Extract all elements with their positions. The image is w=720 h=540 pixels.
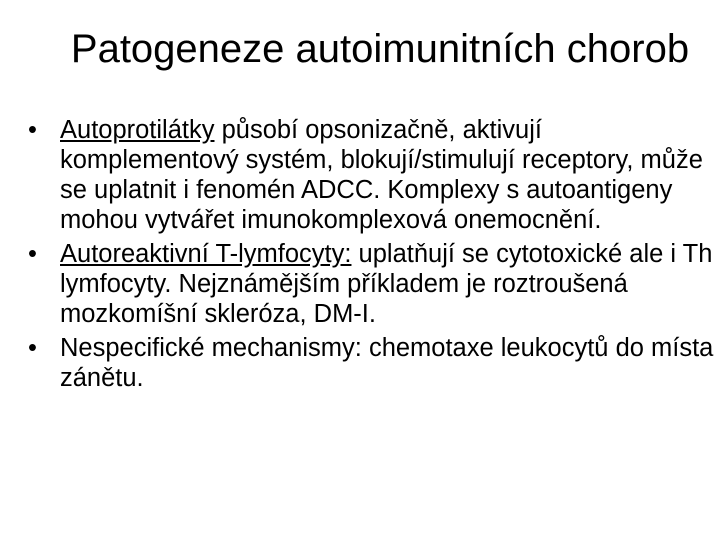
bullet-term-t-lymphocytes: Autoreaktivní T-lymfocyty: <box>60 240 352 268</box>
bullet-text-autoantibodies: působí opsonizačně, aktivují komplementový systém, blokují/stimulují receptory, může se uplatnit i fenomén ADCC. Komplexy s autoantigeny mohou vytvářet imunokomplexová onemocnění. <box>60 116 703 234</box>
bullet-icon: • <box>28 116 37 144</box>
bullet-item-nonspecific <box>26 333 716 393</box>
slide-title: Patogeneze autoimunitních chorob <box>70 27 690 71</box>
bullet-icon: • <box>28 240 37 268</box>
bullet-text-nonspecific: Nespecifické mechanismy: chemotaxe leukocytů do místa zánětu. <box>60 334 714 392</box>
bullet-item-autoantibodies <box>26 115 716 235</box>
bullet-term-autoantibodies: Autoprotilátky <box>60 116 215 144</box>
bullet-item-t-lymphocytes <box>26 239 716 329</box>
bullet-icon: • <box>28 334 37 362</box>
bullet-list <box>26 115 716 397</box>
bullet-text-t-lymphocytes: uplatňují se cytotoxické ale i Th lymfocyty. Nejznámějším příkladem je roztroušená mozkomíšní skleróza, DM-I. <box>60 240 713 328</box>
